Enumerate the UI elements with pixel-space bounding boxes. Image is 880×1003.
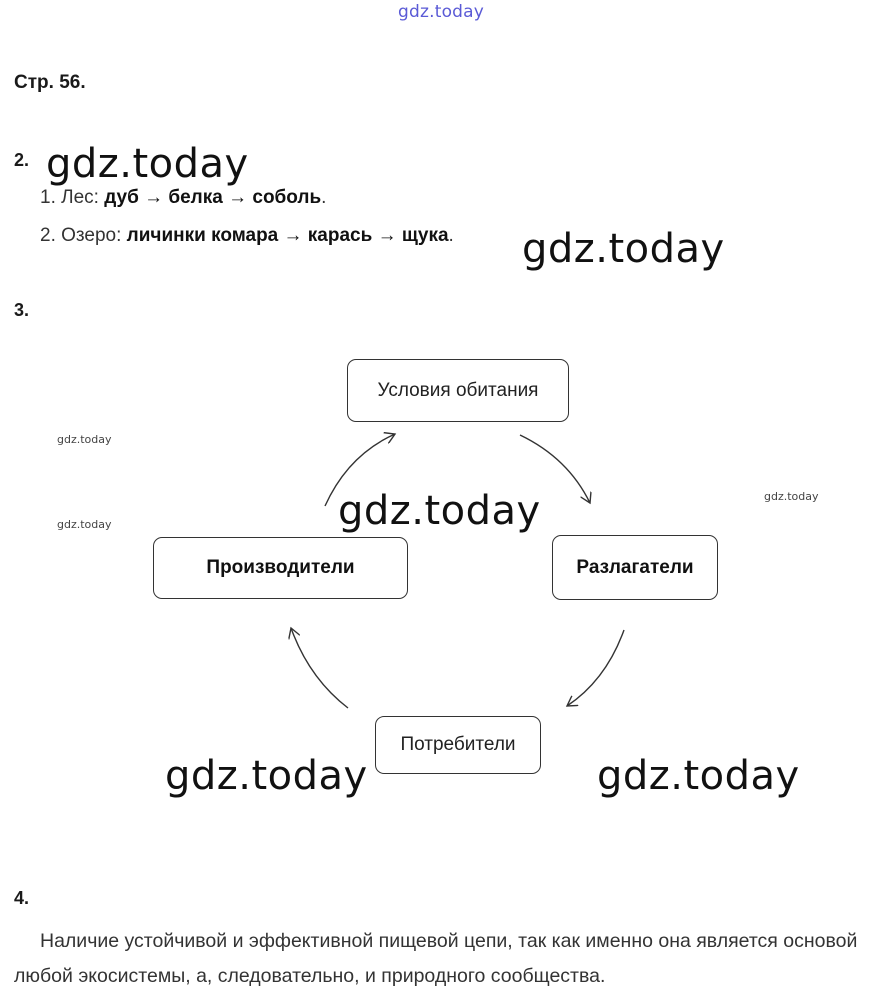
node-consumers-label: Потребители bbox=[400, 734, 516, 755]
food-chain-forest-suffix: . bbox=[321, 187, 327, 208]
node-producers bbox=[153, 537, 408, 599]
node-decomposers bbox=[552, 535, 718, 600]
arrow-decomposers-to-consumers bbox=[567, 630, 624, 706]
watermark-top: gdz.today bbox=[398, 2, 485, 22]
watermark-diagram-bottom-left: gdz.today bbox=[165, 753, 368, 799]
watermark-small-left-2: gdz.today bbox=[57, 518, 112, 531]
food-chain-lake-chain: личинки комара → карась → щука bbox=[126, 225, 449, 246]
food-chain-lake-suffix: . bbox=[448, 225, 454, 246]
food-chain-forest-chain: дуб → белка → соболь bbox=[104, 187, 322, 208]
watermark-small-left-1: gdz.today bbox=[57, 433, 112, 446]
node-decomposers-label: Разлагатели bbox=[576, 556, 694, 578]
arrow-consumers-to-producers bbox=[291, 628, 348, 708]
watermark-diagram-center: gdz.today bbox=[338, 488, 541, 534]
watermark-task2-right: gdz.today bbox=[522, 226, 725, 272]
food-chain-lake-prefix: 2. Озеро: bbox=[40, 225, 127, 246]
watermark-diagram-bottom-right: gdz.today bbox=[597, 753, 800, 799]
node-habitat bbox=[347, 359, 569, 422]
task-3-number: 3. bbox=[14, 300, 30, 320]
node-producers-label: Производители bbox=[206, 557, 355, 578]
food-chain-forest-prefix: 1. Лес: bbox=[40, 187, 105, 208]
node-habitat-label: Условия обитания bbox=[377, 379, 539, 401]
page-title: Стр. 56. bbox=[14, 72, 86, 93]
watermark-small-right: gdz.today bbox=[764, 490, 819, 503]
task-4-number: 4. bbox=[14, 888, 30, 908]
node-consumers bbox=[375, 716, 541, 774]
task-2-number: 2. bbox=[14, 150, 30, 170]
watermark-task2: gdz.today bbox=[46, 141, 249, 187]
task-4-answer: Наличие устойчивой и эффективной пищевой цепи, так как именно она является основой любой экосистемы, а, следовательно, и природного сообщества. bbox=[14, 930, 858, 987]
